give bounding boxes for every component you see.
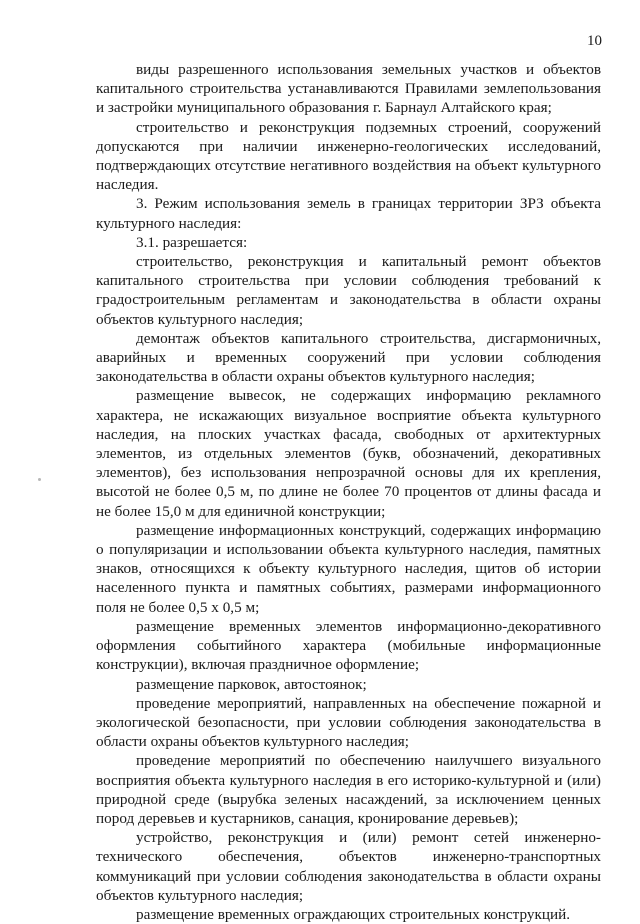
document-body	[96, 60, 601, 924]
list-item: демонтаж объектов капитального строительства, дисгармоничных, аварийных и временных сооружений при условии соблюдения законодательства в области охраны объектов культурного наследия;	[96, 329, 601, 386]
page-number: 10	[587, 33, 602, 49]
list-item: размещение парковок, автостоянок;	[136, 675, 367, 693]
list-item: устройство, реконструкция и (или) ремонт сетей инженерно-технического обеспечения, объектов инженерно-транспортных коммуникаций при условии соблюдения законодательства в области охраны объектов культурного наследия;	[96, 829, 601, 904]
section-heading: 3. Режим использования земель в границах территории ЗРЗ объекта культурного наследия:	[96, 195, 601, 232]
list-item: проведение мероприятий, направленных на обеспечение пожарной и экологической безопасности, при условии соблюдения законодательства в области охраны объектов культурного наследия;	[96, 694, 601, 751]
list-item: размещение временных ограждающих строительных конструкций.	[136, 905, 571, 923]
paragraph: виды разрешенного использования земельных участков и объектов капитального строительства устанавливаются Правилами землепользования и застройки муниципального образования г. Барнаул Алтайского края;	[96, 61, 601, 117]
list-item: размещение информационных конструкций, содержащих информацию о популяризации и использовании объекта культурного наследия, памятных знаков, относящихся к объекту культурного наследия, щитов об истории населенного пункта и памятных событиях, размерами информационного поля не более 0,5 х 0,5 м;	[96, 521, 601, 616]
margin-mark	[38, 478, 41, 481]
list-item: проведение мероприятий по обеспечению наилучшего визуального восприятия объекта культурного наследия в его историко-культурной и (или) природной среде (вырубка зеленых насаждений, за исключением ценных пород деревьев и кустарников, санация, кронирование деревьев);	[96, 752, 601, 827]
list-item: размещение временных элементов информационно-декоративного оформления событийного характера (мобильные информационные конструкции), включая праздничное оформление;	[96, 617, 601, 674]
list-item: размещение вывесок, не содержащих информацию рекламного характера, не искажающих визуальное восприятие объекта культурного наследия, на плоских участках фасада, свободных от архитектурных элементов, из отдельных элементов (букв, обозначений, декоративных элементов), без использования непрозрачной основы для их крепления, высотой не более 0,5 м, по длине не более 70 процентов от длины фасада и не более 15,0 м для единичной конструкции;	[96, 387, 601, 520]
list-item: строительство, реконструкция и капитальный ремонт объектов капитального строительства при условии соблюдения требований к градостроительным регламентам и законодательства в области охраны объектов культурного наследия;	[96, 253, 601, 328]
subsection-heading: 3.1. разрешается:	[136, 233, 248, 251]
paragraph: строительство и реконструкция подземных строений, сооружений допускаются при наличии инженерно-геологических исследований, подтверждающих отсутствие негативного воздействия на объект культурного наследия.	[96, 118, 601, 194]
